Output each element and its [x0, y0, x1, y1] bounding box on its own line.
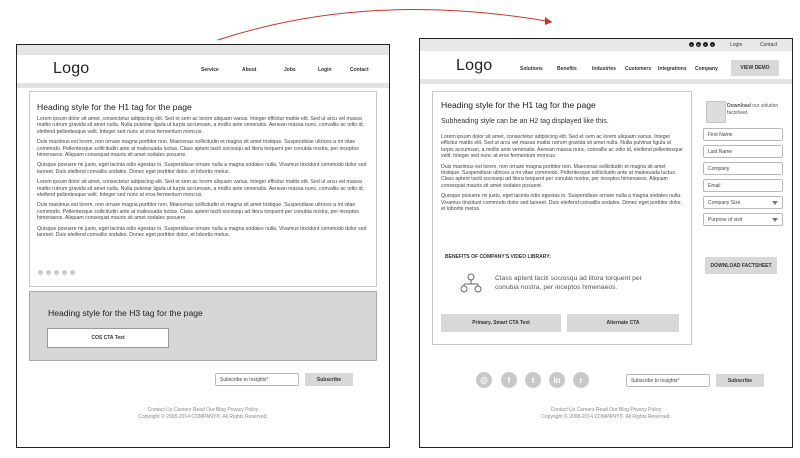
right-nav-company[interactable]: Company	[695, 66, 718, 72]
left-copyright: Copyright © 2008-2014 COMPANY®. All Rights Reserved.	[138, 413, 268, 420]
left-paragraph: Lorem ipsum dolor sit amet, consectetur adipiscing elit. Sed et sem ac lorem aliquam varius. Integer efficitur mattis elit. Sed ut arcu vel massa mattis rutrum gravida sit amet nulla. Nulla pulvinar ligula ut turpis accumsan, a mollis ante venenatis. Aenean massa nunc, convallis ac odio id, eleifend pellentesque velit. Integer sed nunc at eros fermentum moncus.	[37, 116, 364, 135]
right-logo[interactable]: Logo	[456, 57, 493, 74]
download-blurb	[727, 103, 787, 116]
right-header	[420, 51, 792, 84]
right-nav-customers[interactable]: Customers	[625, 66, 652, 72]
right-h2: Subheading style can be an H2 tag displayed like this.	[441, 118, 609, 125]
right-paragraph: Duis maximus est lorem, non ornare magna porttitor non. Maecenas sollicitudin et magna sit amet tristique. Suspendisse ultrices a mi vitae commodo. Pellentesque sollicitudin ante at malesuada luctus. Class aptent taciti sociosqu ad litora torquent per conubia nostra, per inceptos himenaeos. Aliquam consequat mauris sit amet sodales posuere.	[441, 163, 677, 189]
facebook-icon[interactable]: f	[703, 42, 708, 47]
twitter-icon[interactable]: t	[689, 42, 694, 47]
last-name-field[interactable]: Last Name	[703, 145, 783, 158]
left-paragraph: Quisque posuere mi justo, eget lacinia odio egestas in. Suspendisse ornare nulla a magna sodales nulla. Vivamus tincidunt commodo dolor sed laoreet. Duis eleifend convallis sodales. Donec eget porttitor dolor, et lobortis metus.	[37, 225, 367, 239]
left-header	[17, 55, 389, 88]
left-content-box	[29, 91, 377, 287]
right-top-login[interactable]: Login	[730, 42, 743, 48]
email-icon[interactable]: @	[476, 372, 492, 388]
left-paragraph: Quisque posuere mi justo, eget lacinia odio egestas in. Suspendisse ornare nulla a magna sodales nulla. Vivamus tincidunt commodo dolor sed laoreet. Duis eleifend convallis sodales. Donec eget porttitor dolor, et lobortis metus.	[37, 162, 367, 175]
left-page-mockup	[16, 44, 390, 448]
rss-icon[interactable]: r	[573, 372, 589, 388]
purpose-label: Purpose of visit	[708, 216, 743, 223]
left-paragraph: Lorem ipsum dolor sit amet, consectetur adipiscing elit. Sed et sem ac lorem aliquam varius. Integer efficitur mattis elit. Sed ut arcu vel massa mattis rutrum gravida sit amet nulla. Nulla pulvinar ligula ut turpis accumsan, a mollis ante venenatis. Aenean massa nunc, convallis ac odio id, eleifend pellentesque velit. Integer sed nunc at eros fermentum moncus.	[37, 179, 364, 199]
right-paragraph: Quisque posuere mi justo, eget lacinia odio egestas in. Suspendisse ornare nulla a magna sodales nulla. Vivamus tincidunt commodo dolor sed laoreet. Duis eleifend convallis sodales. Donec eget porttitor dolor, et lobortis metus.	[441, 193, 682, 213]
left-h1: Heading style for the H1 tag for the page	[37, 102, 192, 112]
social-dot-icon[interactable]	[54, 270, 59, 275]
right-page-mockup	[419, 38, 793, 448]
left-nav-jobs[interactable]: Jobs	[284, 67, 296, 73]
left-footer-links[interactable]: Contact Us Careers Read Our Blog Privacy Policy	[147, 407, 259, 413]
chevron-down-icon	[772, 201, 778, 205]
social-dot-icon[interactable]	[70, 270, 75, 275]
left-nav-login[interactable]: Login	[318, 67, 332, 73]
email-field[interactable]: Email	[703, 179, 783, 192]
social-dot-icon[interactable]	[62, 270, 67, 275]
right-content-box	[432, 91, 692, 345]
left-nav-contact[interactable]: Contact	[350, 67, 369, 73]
left-paragraph: Duis maximus est lorem, non ornare magna porttitor non. Maecenas sollicitudin et magna sit amet tristique. Suspendisse ultrices a mi vitae commodo. Pellentesque sollicitudin ante at malesuada luctus. Class aptent taciti sociosqu ad litora torquent per conubia nostra, per inceptos himenaeos. Aliquam consequat mauris sit amet sodales posuere.	[37, 202, 359, 222]
right-nav-benefits[interactable]: Benefits	[557, 66, 577, 72]
benefits-text: Class aptent taciti sociosqu ad litora torquent per conubia nostra, per inceptos himenaeos.	[495, 275, 642, 291]
people-network-icon	[459, 273, 483, 295]
right-subscribe-button[interactable]: Subscribe	[716, 374, 764, 387]
linkedin-icon[interactable]: in	[549, 372, 565, 388]
right-nav-solutions[interactable]: Solutions	[520, 66, 543, 72]
download-blurb-rest: our solution factsheet.	[727, 103, 779, 116]
alternate-cta-button[interactable]: Alternate CTA	[567, 314, 679, 332]
right-copyright: Copyright © 2008-2014 COMPANY®. All Rights Reserved.	[541, 413, 671, 420]
right-paragraph: Lorem ipsum dolor sit amet, consectetur adipiscing elit. Sed et sem ac lorem aliquam varius. Integer efficitur mattis elit. Sed ut arcu vel massa mattis rutrum gravida sit amet nulla. Nulla pulvinar ligula ut turpis accumsan, a mollis ante venenatis. Aenean massa nunc, convallis ac odio id, eleifend pellentesque velit. Integer sed nunc at eros fermentum moncus.	[441, 134, 683, 160]
left-subscribe-input[interactable]: Subscribe to Insights*	[215, 373, 299, 386]
right-nav-industries[interactable]: Industries	[592, 66, 616, 72]
cos-cta-button[interactable]: COS CTA Text	[47, 328, 169, 348]
primary-cta-button[interactable]: Primary, Smart CTA Text	[441, 314, 561, 332]
left-paragraph: Duis maximus est lorem, non ornare magna porttitor non. Maecenas sollicitudin et magna sit amet tristique. Suspendisse ultrices a mi vitae commodo. Pellentesque sollicitudin ante at malesuada luctus. Class aptent taciti sociosqu ad litora torquent per conubia nostra, per inceptos himenaeos. Aliquam consequat mauris sit amet sodales posuere.	[37, 139, 359, 159]
left-logo[interactable]: Logo	[53, 60, 90, 77]
right-nav-integrations[interactable]: Integrations	[658, 66, 687, 72]
download-factsheet-button[interactable]: DOWNLOAD FACTSHEET	[705, 257, 777, 274]
facebook-icon[interactable]: f	[501, 372, 517, 388]
left-top-strip	[17, 45, 389, 55]
left-subscribe-button[interactable]: Subscribe	[305, 373, 353, 386]
factsheet-thumbnail	[706, 101, 726, 123]
company-field[interactable]: Company	[703, 162, 783, 175]
company-size-select[interactable]	[703, 196, 783, 209]
twitter-icon[interactable]: t	[525, 372, 541, 388]
first-name-field[interactable]: First Name	[703, 128, 783, 141]
right-footer	[480, 407, 732, 420]
right-h1: Heading style for the H1 tag for the page	[441, 100, 596, 110]
benefits-heading: BENEFITS OF COMPANY'S VIDEO LIBRARY:	[445, 254, 551, 260]
company-size-label: Company Size	[708, 199, 741, 206]
left-nav-about[interactable]: About	[242, 67, 257, 73]
chevron-down-icon	[772, 218, 778, 222]
right-top-contact[interactable]: Contact	[760, 42, 778, 48]
view-demo-button[interactable]: VIEW DEMO	[731, 60, 779, 76]
linkedin-icon[interactable]: in	[697, 42, 700, 47]
left-h3: Heading style for the H3 tag for the page	[48, 308, 203, 318]
social-dot-icon[interactable]	[46, 270, 51, 275]
right-footer-links[interactable]: Contact Us Careers Read Our Blog Privacy Policy	[550, 407, 662, 413]
left-footer	[77, 407, 329, 420]
right-top-strip	[420, 39, 792, 51]
download-blurb-bold: Download	[727, 103, 751, 109]
right-subscribe-input[interactable]: Subscribe to Insights*	[626, 374, 710, 387]
purpose-select[interactable]	[703, 213, 783, 226]
rss-icon[interactable]: r	[712, 42, 713, 47]
left-nav-service[interactable]: Service	[201, 67, 219, 73]
social-dot-icon[interactable]	[38, 270, 43, 275]
left-h3-panel	[29, 291, 377, 361]
